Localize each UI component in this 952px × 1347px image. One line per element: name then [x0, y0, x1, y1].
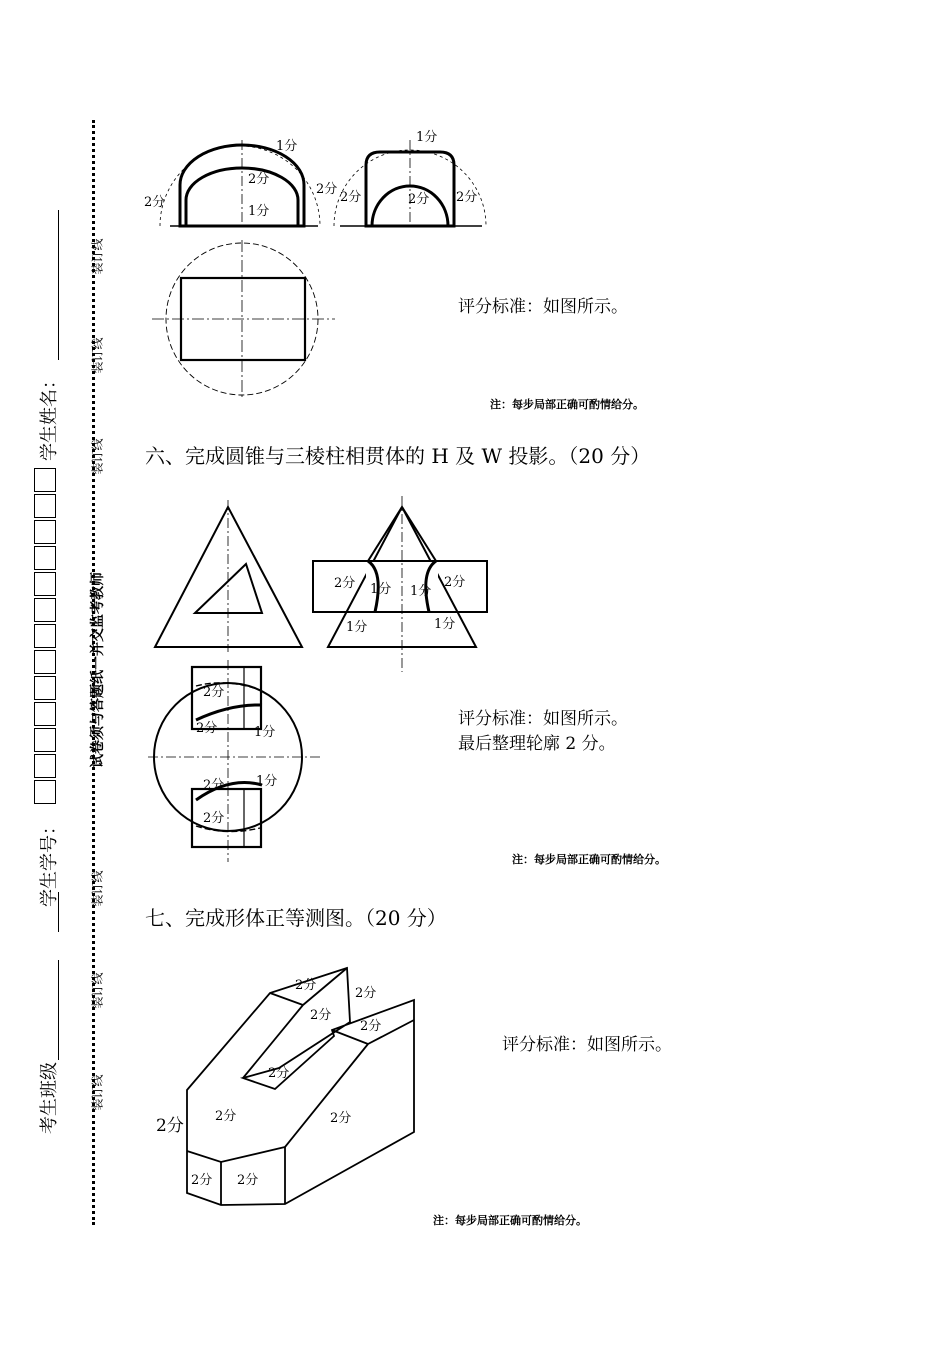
- score-label: 2分: [248, 172, 270, 187]
- score-label: 1分: [346, 620, 368, 635]
- score-label: 1分: [410, 584, 432, 599]
- s7-score-labels: [156, 978, 381, 1188]
- score-label: 2分: [268, 1066, 290, 1081]
- score-label: 2分: [156, 1116, 184, 1136]
- score-label: 1分: [434, 617, 456, 632]
- class-label: 考生班级: [39, 1062, 60, 1134]
- score-label: 2分: [144, 195, 166, 210]
- binding-line-label: 装订线: [90, 438, 105, 475]
- score-label: 2分: [203, 811, 225, 826]
- s7-grading-note: 注：每步局部正确可酌情给分。: [433, 1214, 587, 1227]
- score-label: 2分: [340, 190, 362, 205]
- s6-top-view: [148, 660, 320, 862]
- s5-top-view: [152, 240, 335, 400]
- s7-isometric-drawing: [187, 968, 414, 1205]
- s7-question-title: 七、完成形体正等测图。（20 分）: [145, 906, 447, 930]
- score-label: 2分: [444, 575, 466, 590]
- score-label: 2分: [237, 1173, 259, 1188]
- score-label: 2分: [330, 1111, 352, 1126]
- s5-side-view: [334, 140, 486, 230]
- score-label: 2分: [215, 1109, 237, 1124]
- score-label: 2分: [316, 182, 338, 197]
- score-label: 1分: [254, 725, 276, 740]
- score-label: 2分: [408, 192, 430, 207]
- s6-grading-note: 注：每步局部正确可酌情给分。: [512, 853, 666, 866]
- score-label: 2分: [203, 778, 225, 793]
- s6-grading-criteria-2: 最后整理轮廓 2 分。: [458, 734, 616, 754]
- score-label: 2分: [295, 978, 317, 993]
- score-label: 1分: [416, 130, 438, 145]
- score-label: 1分: [248, 204, 270, 219]
- s5-grading-note: 注：每步局部正确可酌情给分。: [490, 398, 644, 411]
- s6-grading-criteria-1: 评分标准：如图所示。: [458, 709, 628, 729]
- binding-line-label: 装订线: [90, 870, 105, 907]
- score-label: 2分: [334, 576, 356, 591]
- score-label: 2分: [355, 986, 377, 1001]
- s6-question-title: 六、完成圆锥与三棱柱相贯体的 H 及 W 投影。（20 分）: [145, 444, 651, 468]
- s5-score-labels: [144, 130, 477, 219]
- score-label: 1分: [370, 582, 392, 597]
- score-label: 2分: [203, 685, 225, 700]
- binding-line-label: 装订线: [90, 1074, 105, 1111]
- s6-front-view: [155, 500, 302, 652]
- score-label: 1分: [276, 139, 298, 154]
- student-id-label: 学生学号：: [39, 817, 60, 907]
- binding-line-label: 装订线: [90, 972, 105, 1009]
- student-name-label: 学生姓名：: [39, 371, 60, 461]
- binding-line-label: 装订线: [90, 337, 105, 374]
- submission-instruction: 试卷须与答题纸一并交监考教师: [90, 572, 106, 768]
- score-label: 2分: [191, 1173, 213, 1188]
- s5-grading-criteria: 评分标准：如图所示。: [458, 297, 628, 317]
- score-label: 2分: [360, 1019, 382, 1034]
- s7-grading-criteria: 评分标准：如图所示。: [502, 1035, 672, 1055]
- score-label: 1分: [256, 774, 278, 789]
- score-label: 2分: [196, 721, 218, 736]
- score-label: 2分: [310, 1008, 332, 1023]
- binding-line-label: 装订线: [90, 238, 105, 275]
- score-label: 2分: [456, 190, 478, 205]
